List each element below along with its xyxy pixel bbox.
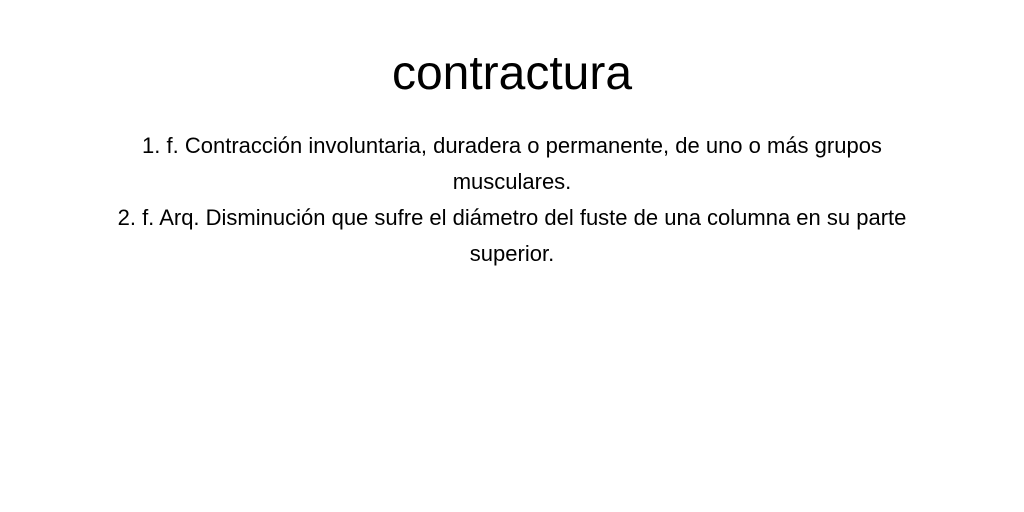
definition-2: 2. f. Arq. Disminución que sufre el diámetro del fuste de una columna en su parte superior.	[117, 205, 907, 266]
definition-1: 1. f. Contracción involuntaria, duradera o permanente, de uno o más grupos musculares.	[142, 133, 882, 194]
definition-list	[80, 128, 944, 272]
headword: contractura	[391, 47, 633, 100]
